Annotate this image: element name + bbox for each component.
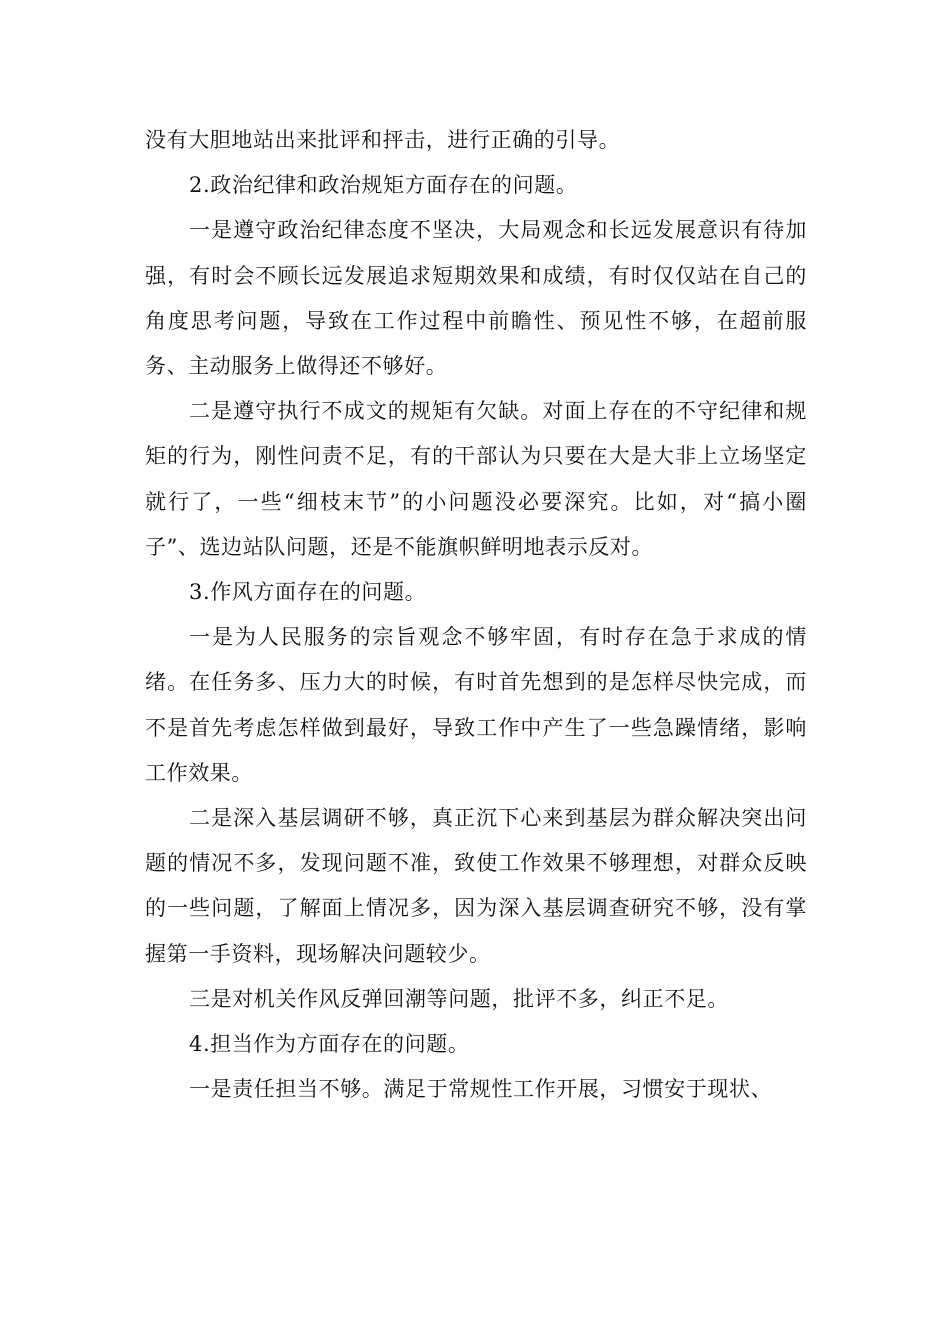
document-body: [145, 118, 807, 1112]
section-heading-work-style: 3.作风方面存在的问题。: [189, 580, 427, 605]
section-heading-political-discipline: 2.政治纪律和政治规矩方面存在的问题。: [189, 173, 578, 198]
paragraph-continuation: 没有大胆地站出来批评和抨击，进行正确的引导。: [145, 128, 621, 152]
paragraph-service-concept: 一是为人民服务的宗旨观念不够牢固，有时存在急于求成的情绪。在任务多、压力大的时候，有时首先想到的是怎样尽快完成，而不是首先考虑怎样做到最好，导致工作中产生了一些急躁情绪，影响工作效果。: [145, 625, 807, 785]
paragraph-grassroots-research: 二是深入基层调研不够，真正沉下心来到基层为群众解决突出问题的情况不多，发现问题不准，致使工作效果不够理想，对群众反映的一些问题，了解面上情况多，因为深入基层调查研究不够，没有掌握第一手资料，现场解决问题较少。: [145, 806, 807, 966]
paragraph-discipline-attitude: 一是遵守政治纪律态度不坚决，大局观念和长远发展意识有待加强，有时会不顾长远发展追求短期效果和成绩，有时仅仅站在自己的角度思考问题，导致在工作过程中前瞻性、预见性不够，在超前服务、主动服务上做得还不够好。: [145, 218, 807, 379]
section-heading-responsibility: 4.担当作为方面存在的问题。: [189, 1032, 470, 1057]
paragraph-style-rebound: 三是对机关作风反弹回潮等问题，批评不多，纠正不足。: [189, 986, 729, 1011]
paragraph-responsibility: 一是责任担当不够。满足于常规性工作开展，习惯安于现状、: [189, 1077, 773, 1102]
paragraph-unwritten-rules: 二是遵守执行不成文的规矩有欠缺。对面上存在的不守纪律和规矩的行为，刚性问责不足，有的干部认为只要在大是大非上立场坚定就行了，一些“细枝末节”的小问题没必要深究。比如，对“搞小圈子”、选边站队问题，还是不能旗帜鲜明地表示反对。: [145, 399, 807, 559]
